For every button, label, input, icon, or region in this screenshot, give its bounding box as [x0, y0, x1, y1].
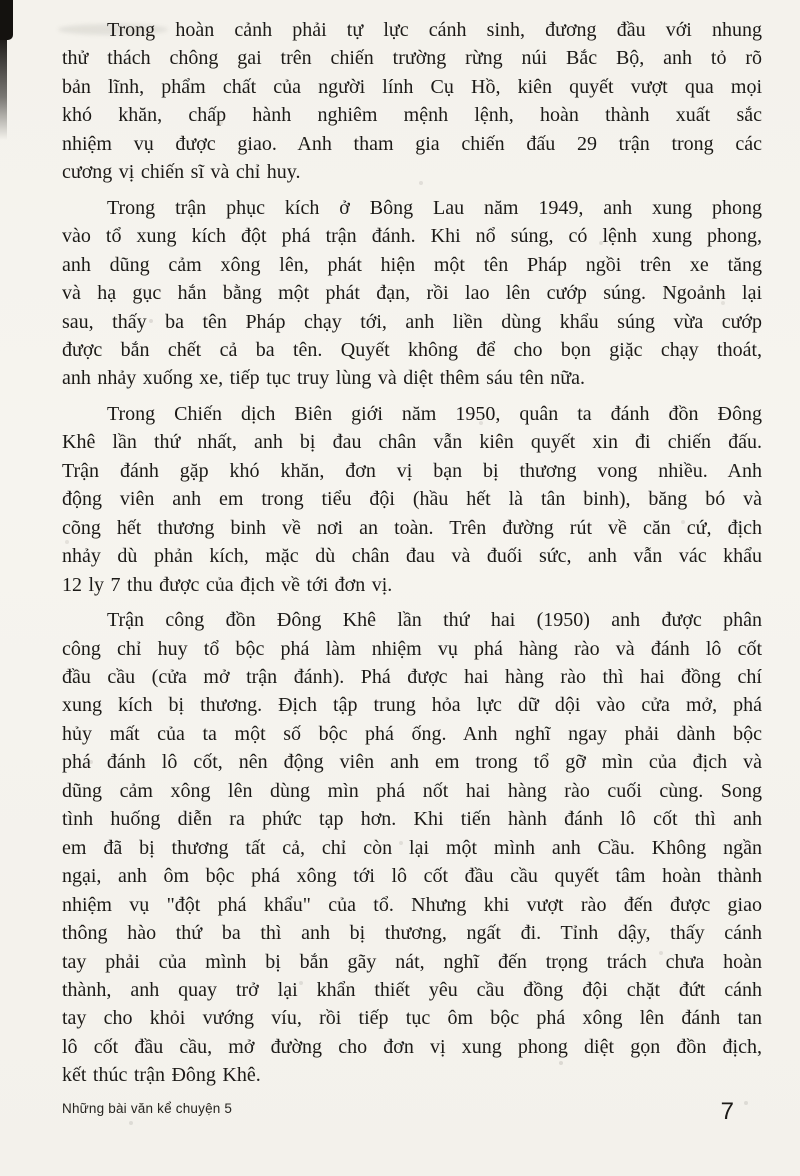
paragraph — [62, 16, 762, 187]
text-line: vào tổ xung kích đột phá trận đánh. Khi nổ súng, có lệnh xung phong, — [62, 225, 762, 248]
text-line: ngại, anh ôm bộc phá xông tới lô cốt đầu cầu quyết tâm hoàn thành — [62, 865, 762, 888]
text-line: nhiệm vụ được giao. Anh tham gia chiến đấu 29 trận trong các — [62, 132, 762, 155]
paragraph — [62, 400, 762, 599]
text-line: sau, thấy ba tên Pháp chạy tới, anh liền dùng khẩu súng vừa cướp — [62, 310, 762, 333]
scan-noise-speckles — [0, 0, 2, 2]
text-line: đầu cầu (cửa mở trận đánh). Phá được hai hàng rào thì hai đồng chí — [62, 665, 762, 688]
paragraph — [62, 194, 762, 393]
text-line: động viên anh em trong tiểu đội (hầu hết là tân binh), băng bó và — [62, 488, 762, 511]
text-line: khó khăn, chấp hành nghiêm mệnh lệnh, hoàn thành xuất sắc — [62, 104, 762, 127]
text-line: Trong hoàn cảnh phải tự lực cánh sinh, đương đầu với nhung — [107, 19, 762, 41]
text-line: cõng hết thương binh về nơi an toàn. Trên đường rút về căn cứ, địch — [62, 516, 762, 539]
text-line: cương vị chiến sĩ và chỉ huy. — [62, 161, 301, 184]
text-line: thông hào thứ ba thì anh bị thương, ngất đi. Tỉnh dậy, thấy cánh — [62, 922, 762, 945]
scan-edge-strip — [0, 32, 7, 140]
text-line: công chỉ huy tổ bộc phá làm nhiệm vụ phá hàng rào và đánh lô cốt — [62, 637, 762, 660]
text-line: tình huống diễn ra phức tạp hơn. Khi tiến hành đánh lô cốt thì anh — [62, 808, 762, 831]
text-line: Trong Chiến dịch Biên giới năm 1950, quân ta đánh đồn Đông — [107, 402, 762, 425]
text-line: lô cốt đầu cầu, mở đường cho đơn vị xung phong diệt gọn đồn địch, — [62, 1035, 762, 1058]
text-line: và hạ gục hắn bằng một phát đạn, rồi lao lên cướp súng. Ngoảnh lại — [62, 282, 762, 305]
text-line: 12 ly 7 thu được của địch về tới đơn vị. — [62, 573, 393, 596]
text-line: em đã bị thương tất cả, chỉ còn lại một mình anh Cầu. Không ngần — [62, 836, 762, 859]
text-line: bản lĩnh, phẩm chất của người lính Cụ Hồ, kiên quyết vượt qua mọi — [62, 75, 762, 98]
text-line: dũng cảm xông lên dùng mìn phá nốt hai hàng rào cuối cùng. Song — [62, 779, 762, 802]
text-line: Trận đánh gặp khó khăn, đơn vị bạn bị thương vong nhiều. Anh — [62, 459, 762, 482]
page-footer — [62, 1098, 734, 1126]
text-line: nhảy dù phản kích, mặc dù chân đau và đuối sức, anh vẫn vác khẩu — [62, 545, 762, 568]
text-line: hủy mất của ta một số bộc phá ống. Anh nghĩ ngay phải dành bộc — [62, 722, 762, 745]
text-line: tay cho khỏi vướng víu, rồi tiếp tục ôm bộc phá xông lên đánh tan — [62, 1007, 762, 1030]
text-line: thành, anh quay trở lại khẩn thiết yêu cầu đồng đội chặt đứt cánh — [62, 978, 762, 1001]
text-line: kết thúc trận Đông Khê. — [62, 1064, 261, 1087]
text-line: anh dũng cảm xông lên, phát hiện một tên Pháp ngồi trên xe tăng — [62, 253, 762, 276]
text-line: xung kích bị thương. Địch tập trung hỏa lực dữ dội vào cửa mở, phá — [62, 694, 762, 717]
text-line: thử thách chông gai trên chiến trường rừng núi Bắc Bộ, anh tỏ rõ — [62, 47, 762, 70]
text-line: Trận công đồn Đông Khê lần thứ hai (1950) anh được phân — [107, 609, 762, 632]
text-line: được bắn chết cả ba tên. Quyết không để cho bọn giặc chạy thoát, — [62, 338, 762, 361]
text-line: anh nhảy xuống xe, tiếp tục truy lùng và diệt thêm sáu tên nữa. — [62, 367, 585, 390]
page-number: 7 — [720, 1098, 734, 1125]
text-line: Trong trận phục kích ở Bông Lau năm 1949, anh xung phong — [107, 196, 762, 219]
text-line: phá đánh lô cốt, nên động viên anh em trong tổ gỡ mìn của địch và — [62, 751, 762, 774]
text-line: Khê lần thứ nhất, anh bị đau chân vẫn kiên quyết xin đi chiến đấu. — [62, 431, 762, 454]
footer-book-title: Những bài văn kể chuyện 5 — [62, 1101, 233, 1116]
page-text — [62, 16, 762, 1097]
text-line: tay phải của mình bị bắn gãy nát, nghĩ đến trọng trách chưa hoàn — [62, 950, 762, 973]
paragraph — [62, 606, 762, 1090]
text-line: nhiệm vụ "đột phá khẩu" của tổ. Nhưng khi vượt rào đến được giao — [62, 893, 762, 916]
